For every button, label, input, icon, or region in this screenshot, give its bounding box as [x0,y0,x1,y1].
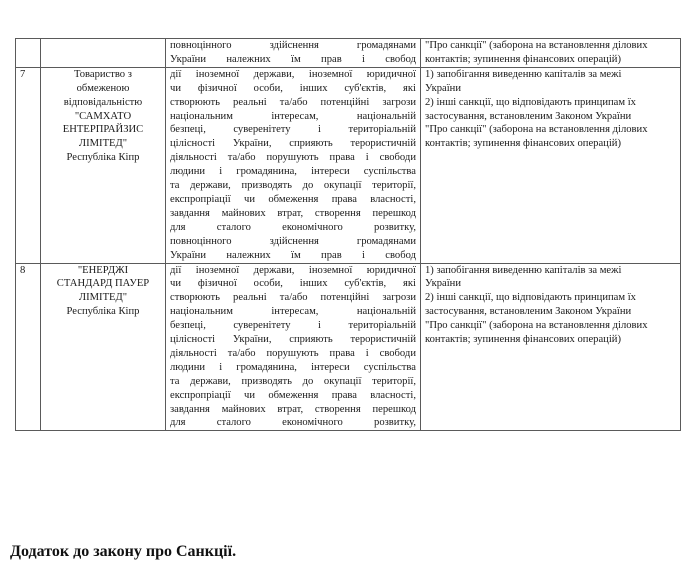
entity-name-line: ЕНТЕРПРАЙЗИС [62,124,144,136]
row-number-cell: 8 [16,263,41,431]
basis-line: людини і громадянина, інтереси суспільства [170,166,416,178]
entity-name-line: відповідальністю [63,96,143,108]
entity-country-line: Республіка Кіпр [66,306,140,318]
basis-line: безпеці, суверенітету і територіальній [170,124,416,136]
basis-line: цілісності України, сприяють терористичній [170,334,416,346]
basis-line: експропріації чи обмеження права власності, [170,193,416,205]
sanction-measures-cell [421,39,681,68]
measures-line: 1) запобігання виведенню капіталів за межі [425,264,622,276]
sanction-basis-cell [166,263,421,431]
entity-name-line: "САМХАТО [74,110,132,122]
basis-line: повноцінного здійснення громадянами [170,235,416,247]
sanction-measures-cell [421,67,681,263]
measures-line: "Про санкції" (заборона на встановлення ділових [425,320,648,332]
basis-line: для сталого економічного розвитку, [170,417,416,429]
entity-name-line: "ЕНЕРДЖІ [77,264,129,276]
basis-line: України належних їм прав і свобод [170,249,416,261]
table-row-8 [16,263,681,431]
measures-line: 2) інші санкції, що відповідають принципам їх [425,96,636,108]
basis-line: завдання майнових втрат, створення перешкод [170,207,416,219]
basis-line: національним інтересам, національній [170,306,416,318]
measures-line: України [425,278,461,290]
entity-name-cell [41,67,166,263]
basis-line: експропріації чи обмеження права власності, [170,389,416,401]
entity-name-line: Товариство з [74,68,132,80]
basis-line: національним інтересам, національній [170,110,416,122]
basis-line: людини і громадянина, інтереси суспільства [170,361,416,373]
document-caption: Додаток до закону про Санкції. [10,543,237,560]
sanction-measures-cell [421,263,681,431]
basis-line: діяльності та/або порушують права і свободи [170,347,416,359]
table-row-continuation [16,39,681,68]
basis-line: завдання майнових втрат, створення перешкод [170,403,416,415]
entity-name-line: обмеженою [76,82,130,94]
basis-line: створюють реальні та/або потенційні загрози [170,96,416,108]
basis-line: повноцінного здійснення громадянами [170,40,416,51]
measures-line: застосування, встановленим Законом України [425,110,632,122]
sanction-basis-cell [166,67,421,263]
basis-line: дії іноземної держави, іноземної юридичної [170,68,416,80]
measures-line: застосування, встановленим Законом України [425,306,632,318]
basis-line: створюють реальні та/або потенційні загрози [170,292,416,304]
measures-line: "Про санкції" (заборона на встановлення ділових [425,124,648,136]
sanctions-table-body [16,39,681,431]
measures-line: 2) інші санкції, що відповідають принципам їх [425,292,636,304]
measures-line: України [425,82,461,94]
measures-line: "Про санкції" (заборона на встановлення ділових [425,40,648,51]
table-row-7 [16,67,681,263]
basis-line: чи фізичної особи, інших суб'єктів, які [170,82,416,94]
basis-line: України належних їм прав і свобод [170,53,416,65]
basis-line: цілісності України, сприяють терористичній [170,138,416,150]
entity-name-line: ЛІМІТЕД" [78,138,128,150]
entity-name-line: СТАНДАРД ПАУЕР [56,278,150,290]
entity-name-line: ЛІМІТЕД" [78,292,128,304]
measures-line: контактів; зупинення фінансових операцій) [425,138,621,150]
measures-line: контактів; зупинення фінансових операцій) [425,53,621,65]
basis-line: та держави, призводять до окупації території, [170,180,416,192]
measures-line: 1) запобігання виведенню капіталів за межі [425,68,622,80]
measures-line: контактів; зупинення фінансових операцій) [425,334,621,346]
entity-name-cell [41,263,166,431]
basis-line: для сталого економічного розвитку, [170,221,416,233]
entity-country-line: Республіка Кіпр [66,152,140,164]
basis-line: дії іноземної держави, іноземної юридичної [170,264,416,276]
entity-name-cell [41,39,166,68]
sanctions-table [15,38,681,431]
basis-line: чи фізичної особи, інших суб'єктів, які [170,278,416,290]
basis-line: безпеці, суверенітету і територіальній [170,320,416,332]
basis-line: діяльності та/або порушують права і свободи [170,152,416,164]
row-number-cell [16,39,41,68]
row-number-cell: 7 [16,67,41,263]
basis-line: та держави, призводять до окупації території, [170,375,416,387]
sanction-basis-cell [166,39,421,68]
